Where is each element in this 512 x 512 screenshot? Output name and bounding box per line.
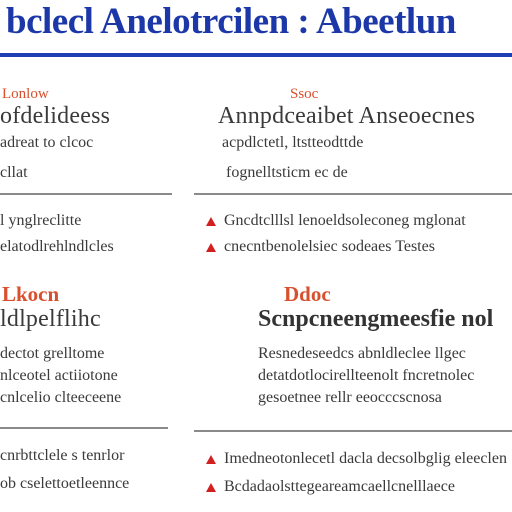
divider	[0, 427, 168, 429]
left-section1-bullet: elatodlrehlndlcles	[0, 238, 114, 255]
left-section1-line: cllat	[0, 164, 28, 181]
title-underline	[0, 53, 512, 57]
bullet-text: cnecntbenolelsiec sodeaes Testes	[224, 238, 435, 255]
right-section1-line: fognelltsticm ec de	[226, 164, 348, 181]
bullet-text: Gncdtclllsl lenoeldsoleconeg mglonat	[224, 212, 466, 229]
left-section1-line: adreat to clcoc	[0, 134, 94, 151]
left-section2-line: cnlcelio clteeceene	[0, 389, 122, 406]
page-title: bclecl Anelotrcilen : Abeetlun	[6, 1, 456, 42]
left-section1-bullet: l ynglreclitte	[0, 212, 82, 229]
right-section2-line: gesoetnee rellr eeocccscnosa	[258, 389, 442, 406]
left-section1-tag: Lonlow	[2, 86, 49, 102]
right-section1-bullet	[206, 212, 466, 230]
right-section2-bullet	[206, 478, 455, 496]
bullet-text: Imedneotonlecetl dacla decsolbglig eleeclen	[224, 450, 507, 467]
right-section1-bullet	[206, 238, 435, 256]
right-section1-heading: Annpdceaibet Anseoecnes	[218, 103, 476, 129]
left-section2-tag: Lkocn	[2, 282, 60, 306]
left-section2-heading: ldlpelflihc	[0, 306, 101, 332]
divider	[194, 193, 512, 195]
right-section2-tag: Ddoc	[284, 282, 331, 306]
warning-triangle-icon	[206, 217, 216, 226]
warning-triangle-icon	[206, 243, 216, 252]
divider	[0, 193, 172, 195]
left-section1-heading: ofdelideess	[0, 103, 111, 129]
right-section1-line: acpdlctetl, ltstteodttde	[222, 134, 364, 151]
right-section2-heading: Scnpcneengmeesfie nol	[258, 306, 494, 332]
left-section2-bullet: cnrbttclele s tenrlor	[0, 447, 125, 464]
warning-triangle-icon	[206, 483, 216, 492]
left-section2-bullet: ob cselettoetleennce	[0, 475, 130, 492]
warning-triangle-icon	[206, 455, 216, 464]
right-section2-line: detatdotlocirellteenolt fncretnolec	[258, 367, 475, 384]
right-section2-line: Resnedeseedcs abnldleclee llgec	[258, 345, 466, 362]
bullet-text: Bcdadaolsttegeareamcaellcnelllaece	[224, 478, 455, 495]
left-section2-line: dectot grelltome	[0, 345, 105, 362]
divider	[194, 430, 512, 432]
right-section1-tag: Ssoc	[290, 86, 319, 102]
left-section2-line: nlceotel actiiotone	[0, 367, 118, 384]
right-section2-bullet	[206, 450, 507, 468]
